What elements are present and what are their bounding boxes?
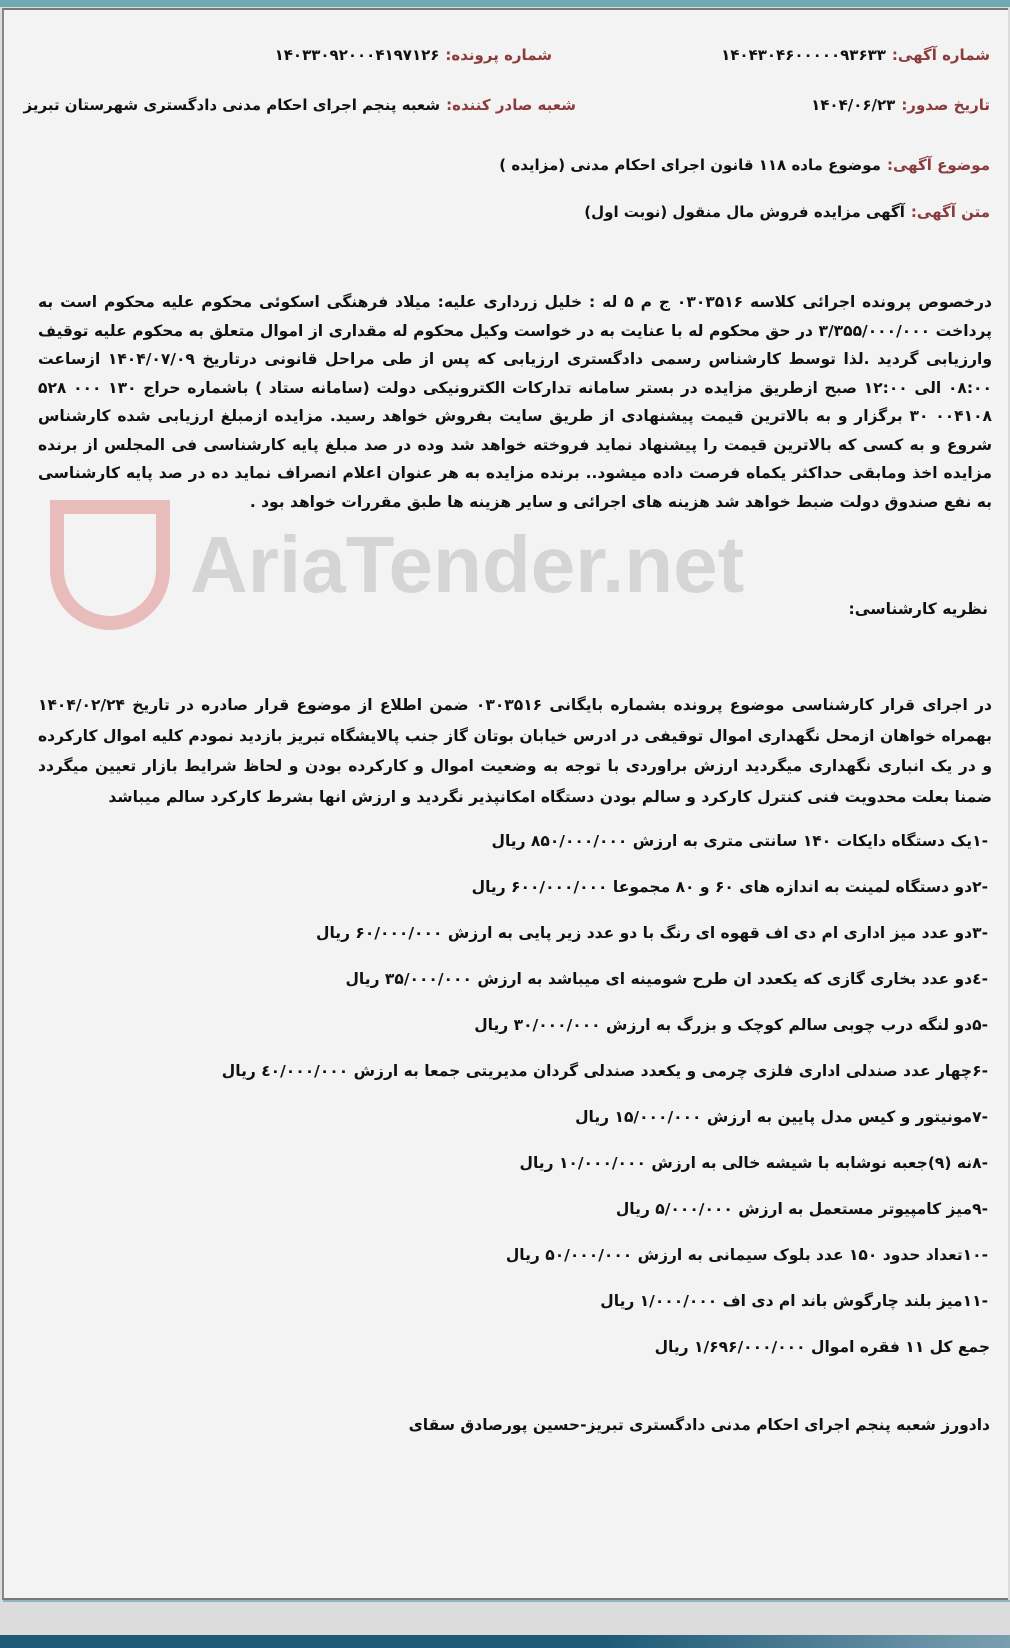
ad-number-label: شماره آگهی: [891,46,990,64]
watermark-text: AriaTender.net [190,520,745,609]
window-top-bar [0,0,1010,7]
subject-value: موضوع ماده ۱۱۸ قانون اجرای احکام مدنی (مزایده ) [499,156,881,174]
taskbar [0,1635,1010,1648]
list-item: -۳دو عدد میز اداری ام دی اف قهوه ای رنگ با دو عدد زیر پایی به ارزش ۶۰/۰۰۰/۰۰۰ ریال [316,924,988,942]
expert-paragraph: در اجرای قرار کارشناسی موضوع پرونده بشماره بایگانی ۰۳۰۳۵۱۶ ضمن اطلاع از موضوع قرار صادره در تاریخ ۱۴۰۴/۰۲/۲۴ بهمراه خواهان ازمحل نگهداری اموال توقیفی در ادرس خیابان بوتان گاز جنب پالایشگاه تبریز بازدید نمودم کلیه اموال کارکرده و در یک انباری نگهداری میگردید ارزش براوردی با توجه به وضعیت اموال و کارکرده بودن و لحاظ شرایط بازار تعیین میگردد ضمنا بعلت محدویت فنی کنترل کارکرد و سالم بودن دستگاه امکانپذیر نگردید و ارزش انها بشرط کارکرد سالم میباشد [38,696,992,806]
list-item: -۹میز کامپیوتر مستعمل به ارزش ۵/۰۰۰/۰۰۰ ریال [615,1200,988,1218]
list-item: -۱۰تعداد حدود ۱۵۰ عدد بلوک سیمانی به ارزش ۵۰/۰۰۰/۰۰۰ ریال [505,1246,988,1264]
ad-text-field [584,203,990,221]
issue-date-field [811,96,990,114]
issuer-label: شعبه صادر کننده: [446,96,576,114]
case-number-field [275,46,552,64]
ad-number-field [721,46,990,64]
signature: دادورز شعبه پنجم اجرای احکام مدنی دادگستری تبریز-حسین پورصادق سقای [408,1416,990,1434]
list-item: -۷مونیتور و کیس مدل پایین به ارزش ۱۵/۰۰۰/۰۰۰ ریال [575,1108,988,1126]
list-item: -۸نه (۹)جعبه نوشابه با شیشه خالی به ارزش ۱۰/۰۰۰/۰۰۰ ریال [519,1154,988,1172]
watermark-logo-icon [50,500,170,630]
expert-opinion-heading: نظریه کارشناسی: [848,600,988,618]
list-item: -۶چهار عدد صندلی اداری فلزی چرمی و یکعدد صندلی گردان مدیریتی جمعا به ارزش ٤۰/۰۰۰/۰۰۰ ریال [221,1062,988,1080]
auction-paragraph: درخصوص پرونده اجرائی کلاسه ۰۳۰۳۵۱۶ ج م ۵ له : خلیل زرداری علیه: میلاد فرهنگی اسکوئی محکوم علیه محکوم است به پرداخت ۳/۳۵۵/۰۰۰/۰۰۰ در حق محکوم له با عنایت به در خواست وکیل محکوم له مقداری از اموال متعلق به محکوم علیه توقیف وارزیابی گردید .لذا توسط کارشناس رسمی دادگستری ارزیابی که پس از طی مراحل قانونی درتاریخ ۱۴۰۴/۰۷/۰۹ ازساعت ۰۸:۰۰ الی ۱۲:۰۰ صبح ازطریق مزایده در بستر سامانه تدارکات الکترونیکی دولت (سامانه ستاد ) باشماره حراج ۱۳۰ ۰۰۰ ۵۲۸ ۰۰۴۱۰۸ ۳۰ برگزار و به بالاترین قیمت پیشنهادی از طریق سایت بفروش خواهد رسید. مزایده ازمبلغ ارزیابی شده کارشناس شروع و به کسی که بالاترین قیمت را پیشنهاد نماید فروخته خواهد شد وده در صد مبلغ پایه کارشناسی فی المجلس از برنده مزایده اخذ ومابقی حداکثر یکماه فرصت داده میشود.. برنده مزایده به هر عنوان اعلام انصراف نماید ده در صد پایه کارشناسی به نفع صندوق دولت ضبط خواهد شد هزینه های اجرائی و سایر هزینه ها طبق مقررات خواهد بود . [38,293,992,511]
ad-text-label: متن آگهی: [910,203,990,221]
list-item: -۲دو دستگاه لمینت به اندازه های ۶۰ و ۸۰ مجموعا ۶۰۰/۰۰۰/۰۰۰ ریال [471,878,988,896]
ad-text-value: آگهی مزایده فروش مال منقول (نوبت اول) [584,203,905,221]
watermark [50,500,744,630]
ad-number-value: ۱۴۰۴۳۰۴۶۰۰۰۰۰۹۳۶۳۳ [721,46,886,64]
subject-field [499,156,990,174]
issuer-value: شعبه پنجم اجرای احکام مدنی دادگستری شهرستان تبریز [23,96,441,114]
case-number-label: شماره پرونده: [445,46,552,64]
issue-date-label: تاریخ صدور: [901,96,990,114]
list-item: -٤دو عدد بخاری گازی که یکعدد ان طرح شومینه ای میباشد به ارزش ۳۵/۰۰۰/۰۰۰ ریال [345,970,988,988]
case-number-value: ۱۴۰۳۳۰۹۲۰۰۰۴۱۹۷۱۲۶ [274,46,440,64]
list-item: -۵دو لنگه درب چوبی سالم کوچک و بزرگ به ارزش ۳۰/۰۰۰/۰۰۰ ریال [474,1016,988,1034]
subject-label: موضوع آگهی: [886,156,990,174]
list-item: -۱۱میز بلند چارگوش باند ام دی اف ۱/۰۰۰/۰۰۰ ریال [600,1292,988,1310]
issue-date-value: ۱۴۰۴/۰۶/۲۳ [811,96,896,114]
total-value: جمع کل ۱۱ فقره اموال ۱/۶۹۶/۰۰۰/۰۰۰ ریال [654,1338,990,1356]
issuer-field [24,96,576,114]
panel-border [3,1600,1010,1602]
list-item: -۱یک دستگاه دایکات ۱۴۰ سانتی متری به ارزش ۸۵۰/۰۰۰/۰۰۰ ریال [491,832,988,850]
